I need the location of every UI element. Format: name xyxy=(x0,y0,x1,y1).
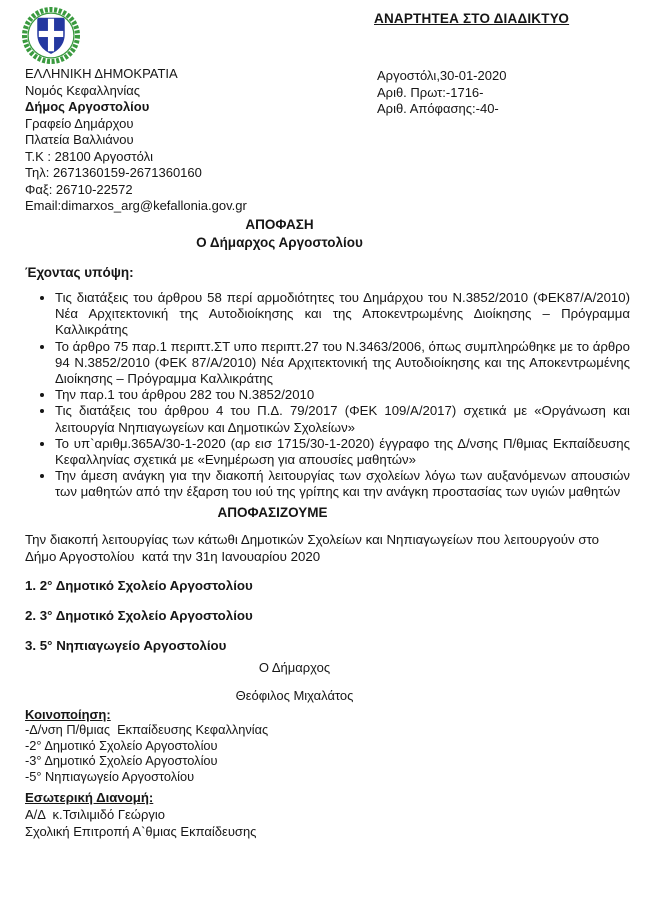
agency-municipality: Δήμος Αργοστολίου xyxy=(25,99,150,114)
having-regard-label: Έχοντας υπόψη: xyxy=(25,265,134,280)
decision-title-block xyxy=(25,216,630,251)
internal-distribution-block xyxy=(25,790,630,841)
consideration-item: • Την παρ.1 του άρθρου 282 του Ν.3852/2010 xyxy=(55,387,630,403)
notification-item: -5° Νηπιαγωγείο Αργοστολίου xyxy=(25,768,195,784)
school-item: 1. 2° Δημοτικό Σχολείο Αργοστολίου xyxy=(25,577,253,593)
decision-title: ΑΠΟΦΑΣΗ xyxy=(245,217,314,232)
notification-item: -Δ/νση Π/θμιας Εκπαίδευσης Κεφαλληνίας xyxy=(25,722,269,738)
document-body xyxy=(0,216,652,841)
agency-email: Email:dimarxos_arg@kefallonia.gov.gr xyxy=(25,198,247,213)
agency-postal-code: Τ.Κ : 28100 Αργοστόλι xyxy=(25,148,154,164)
consideration-item: • Το άρθρο 75 παρ.1 περιπτ.ΣΤ υπο περιπτ.27 του Ν.3463/2006, όπως συμπληρώθηκε με το άρθρο 94 Ν.3852/2010 (ΦΕΚ 87/Α/2010) Νέα Αρχιτεκτονική της Αυτοδιοίκησης και της Αποκεντρωμένης Διοίκησης – Πρόγραμμα Καλλικράτης xyxy=(55,339,630,388)
operative-heading: ΑΠΟΦΑΣΙΖΟΥΜΕ xyxy=(217,504,328,520)
notification-item: -2° Δημοτικό Σχολείο Αργοστολίου xyxy=(25,737,218,753)
signature-name: Θεόφιλος Μιχαλάτος xyxy=(235,687,354,703)
school-item: 3. 5° Νηπιαγωγείο Αργοστολίου xyxy=(25,637,227,653)
reference-protocol-number: Αριθ. Πρωτ:-1716- xyxy=(377,84,484,100)
internal-distribution-item: Α/Δ κ.Τσιλιμιδό Γεώργιο xyxy=(25,806,165,822)
agency-office: Γραφείο Δημάρχου xyxy=(25,115,134,131)
notification-item: -3° Δημοτικό Σχολείο Αργοστολίου xyxy=(25,753,218,769)
consideration-item: • Τις διατάξεις του άρθρου 4 του Π.Δ. 79/2017 (ΦΕΚ 109/Α/2017) σχετικά με «Οργάνωση και λειτουργία Νηπιαγωγείων και Δημοτικών Σχολείων» xyxy=(55,403,630,435)
coat-of-arms-icon xyxy=(20,7,82,64)
posted-web-banner: ΑΝΑΡΤΗΤΕΑ ΣΤΟ ΔΙΑΔΙΚΤΥΟ xyxy=(374,11,570,26)
reference-block xyxy=(377,68,506,118)
reference-decision-number: Αριθ. Απόφασης:-40- xyxy=(377,101,499,116)
agency-prefecture: Νομός Κεφαλληνίας xyxy=(25,82,141,98)
agency-header-block xyxy=(25,66,247,215)
internal-distribution-item: Σχολική Επιτροπή Α`θμιας Εκπαίδευσης xyxy=(25,824,257,840)
signature-role: Ο Δήμαρχος xyxy=(258,659,331,675)
agency-country: ΕΛΛΗΝΙΚΗ ΔΗΜΟΚΡΑΤΙΑ xyxy=(25,66,178,81)
decision-subtitle: Ο Δήμαρχος Αργοστολίου xyxy=(196,234,363,250)
greek-coat-of-arms-logo xyxy=(20,7,82,64)
agency-phone: Τηλ: 2671360159-2671360160 xyxy=(25,165,202,180)
agency-fax: Φαξ: 26710-22572 xyxy=(25,181,133,197)
internal-distribution-label: Εσωτερική Διανομή: xyxy=(25,790,154,806)
school-item: 2. 3° Δημοτικό Σχολείο Αργοστολίου xyxy=(25,607,253,623)
schools-list xyxy=(25,577,630,654)
consideration-item: • Τις διατάξεις του άρθρου 58 περί αρμοδιότητες του Δημάρχου του Ν.3852/2010 (ΦΕΚ87/Α/2010) Νέα Αρχιτεκτονική της Αυτοδιοίκησης και της Αποκεντρωμένης Διοίκησης – Πρόγραμμα Καλλικράτης xyxy=(55,290,630,339)
considerations-list xyxy=(25,290,630,501)
consideration-item: • Την άμεση ανάγκη για την διακοπή λειτουργίας των σχολείων λόγω των αυξανόμενων απουσιών των μαθητών από την έξαρση του ιού της γρίπης και την ανάγκη προστασίας των υγιών μαθητών xyxy=(55,468,630,500)
agency-address: Πλατεία Βαλλιάνου xyxy=(25,132,134,147)
notification-label: Κοινοποίηση: xyxy=(25,706,111,722)
operative-text: Την διακοπή λειτουργίας των κάτωθι Δημοτικών Σχολείων και Νηπιαγωγείων που λειτουργούν στο Δήμο Αργοστολίου κατά την 31η Ιανουαρίου 2020 xyxy=(25,531,603,565)
reference-place-date: Αργοστόλι,30-01-2020 xyxy=(377,68,507,83)
consideration-item: • Το υπ`αριθμ.365Α/30-1-2020 (αρ εισ 1715/30-1-2020) έγγραφο της Δ/νσης Π/θμιας Εκπαίδευσης Κεφαλληνίας σχετικά με «Ενημέρωση για απουσίες μαθητών» xyxy=(55,436,630,468)
notification-block xyxy=(25,707,630,785)
